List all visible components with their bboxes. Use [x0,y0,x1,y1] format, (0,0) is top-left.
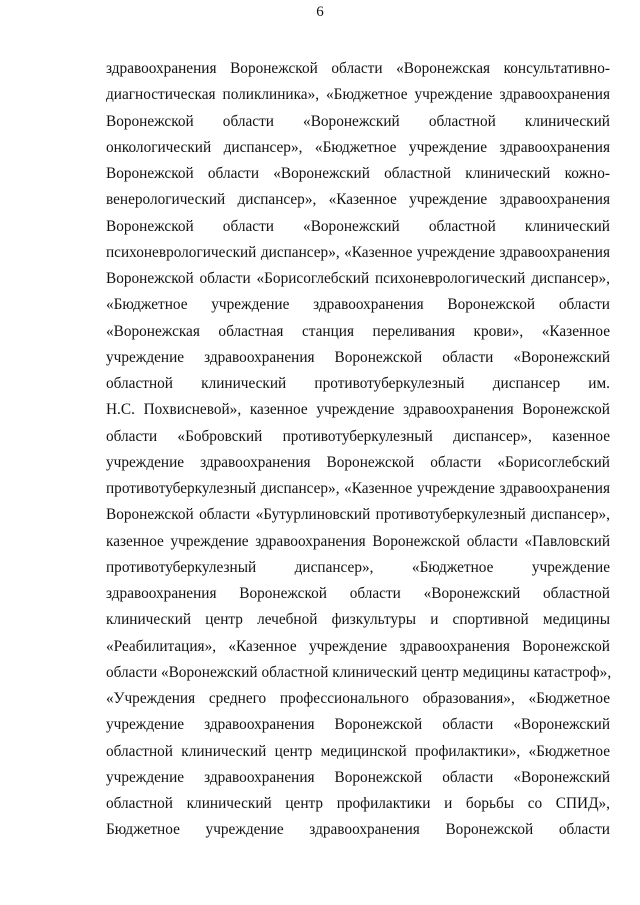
text-line: областной клинический центр медицинской профилактики», «Бюджетное [106,742,610,760]
text-line: противотуберкулезный диспансер», «Казенное учреждение здравоохранения [106,480,610,497]
text-line: казенное учреждение здравоохранения Воронежской области «Павловский [106,532,610,550]
text-line: Воронежской области «Борисоглебский психоневрологический диспансер», [106,270,610,287]
text-line: учреждение здравоохранения Воронежской области «Воронежский [106,716,610,734]
text-line: учреждение здравоохранения Воронежской области «Воронежский [106,348,610,366]
text-line: Н.С. Похвисневой», казенное учреждение здравоохранения Воронежской [106,401,610,419]
text-line: венерологический диспансер», «Казенное учреждение здравоохранения [106,191,610,209]
text-line: Воронежской области «Воронежский областной клинический [106,217,610,235]
text-line: учреждение здравоохранения Воронежской области «Воронежский [106,768,610,786]
text-line: диагностическая поликлиника», «Бюджетное учреждение здравоохранения [106,86,610,104]
text-line: здравоохранения Воронежской области «Воронежский областной [106,585,610,602]
text-line: области «Воронежский областной клинический центр медицины катастроф», [106,663,612,681]
text-line: «Учреждения среднего профессионального образования», «Бюджетное [106,690,610,707]
text-line: психоневрологический диспансер», «Казенное учреждение здравоохранения [106,243,610,261]
text-line: онкологический диспансер», «Бюджетное учреждение здравоохранения [106,138,610,156]
text-line: «Бюджетное учреждение здравоохранения Воронежской области [106,296,610,314]
text-line: областной клинический центр профилактики и борьбы со СПИД», [106,795,610,812]
text-line: клинический центр лечебной физкультуры и спортивной медицины [106,611,610,629]
text-line: «Реабилитация», «Казенное учреждение здравоохранения Воронежской [106,637,610,655]
text-line: области «Бобровский противотуберкулезный диспансер», казенное [106,427,610,445]
text-line: Воронежской области «Бутурлиновский противотуберкулезный диспансер», [106,506,610,524]
text-line: Воронежской области «Воронежский областной клинический [106,112,610,130]
text-line: областной клинический противотуберкулезный диспансер им. [106,375,610,392]
text-line: учреждение здравоохранения Воронежской области «Борисоглебский [106,453,610,471]
text-line: Бюджетное учреждение здравоохранения Воронежской области [106,821,610,839]
text-line: противотуберкулезный диспансер», «Бюджетное учреждение [106,558,610,576]
text-line: Воронежской области «Воронежский областной клинический кожно- [106,165,610,182]
body-text [106,56,610,844]
text-line: здравоохранения Воронежской области «Воронежская консультативно- [106,60,610,77]
page-number: 6 [316,4,324,20]
text-line: «Воронежская областная станция переливания крови», «Казенное [106,322,610,340]
